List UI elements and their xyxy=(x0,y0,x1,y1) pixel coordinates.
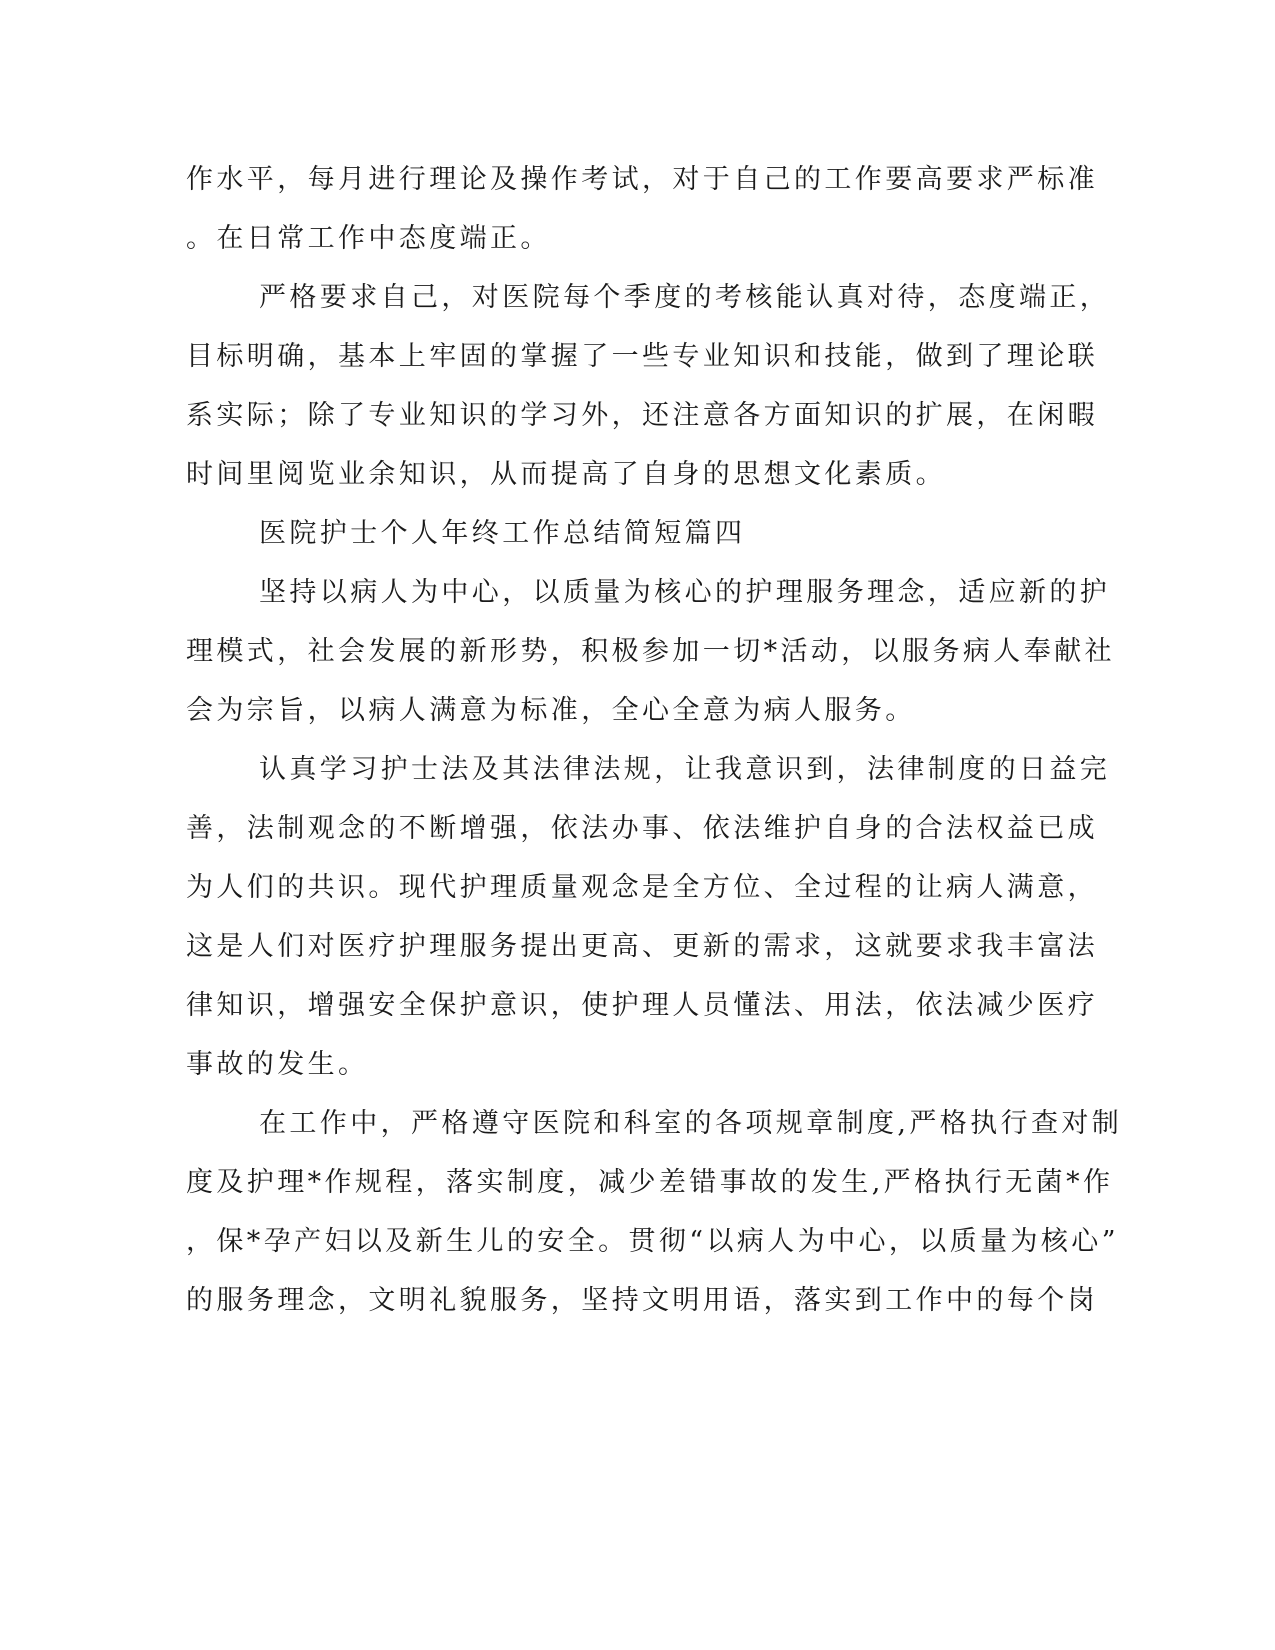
section-heading: 医院护士个人年终工作总结简短篇四 xyxy=(259,518,746,549)
text-line: 度及护理*作规程，落实制度，减少差错事故的发生,严格执行无菌*作 xyxy=(186,1167,1114,1198)
text-line: 为人们的共识。现代护理质量观念是全方位、全过程的让病人满意， xyxy=(186,872,1098,903)
text-line: 作水平，每月进行理论及操作考试，对于自己的工作要高要求严标准 xyxy=(186,164,1098,195)
text-line: 这是人们对医疗护理服务提出更高、更新的需求，这就要求我丰富法 xyxy=(186,931,1098,962)
text-line: 时间里阅览业余知识，从而提高了自身的思想文化素质。 xyxy=(186,459,946,490)
text-line: 善，法制观念的不断增强，依法办事、依法维护自身的合法权益已成 xyxy=(186,813,1098,844)
paragraph-start-line: 在工作中，严格遵守医院和科室的各项规章制度,严格执行查对制 xyxy=(259,1108,1123,1139)
paragraph-start-line: 认真学习护士法及其法律法规，让我意识到，法律制度的日益完 xyxy=(259,754,1111,785)
text-line: 事故的发生。 xyxy=(186,1049,369,1080)
text-line: ，保*孕产妇以及新生儿的安全。贯彻“以病人为中心，以质量为核心” xyxy=(186,1226,1119,1257)
paragraph-start-line: 严格要求自己，对医院每个季度的考核能认真对待，态度端正， xyxy=(259,282,1111,313)
text-line: 律知识，增强安全保护意识，使护理人员懂法、用法，依法减少医疗 xyxy=(186,990,1098,1021)
text-line: 。在日常工作中态度端正。 xyxy=(186,223,551,254)
text-line: 目标明确，基本上牢固的掌握了一些专业知识和技能，做到了理论联 xyxy=(186,341,1098,372)
paragraph-start-line: 坚持以病人为中心，以质量为核心的护理服务理念，适应新的护 xyxy=(259,577,1111,608)
text-line: 的服务理念，文明礼貌服务，坚持文明用语，落实到工作中的每个岗 xyxy=(186,1285,1098,1316)
text-line: 会为宗旨，以病人满意为标准，全心全意为病人服务。 xyxy=(186,695,916,726)
text-line: 理模式，社会发展的新形势，积极参加一切*活动，以服务病人奉献社 xyxy=(186,636,1115,667)
text-line: 系实际；除了专业知识的学习外，还注意各方面知识的扩展，在闲暇 xyxy=(186,400,1098,431)
